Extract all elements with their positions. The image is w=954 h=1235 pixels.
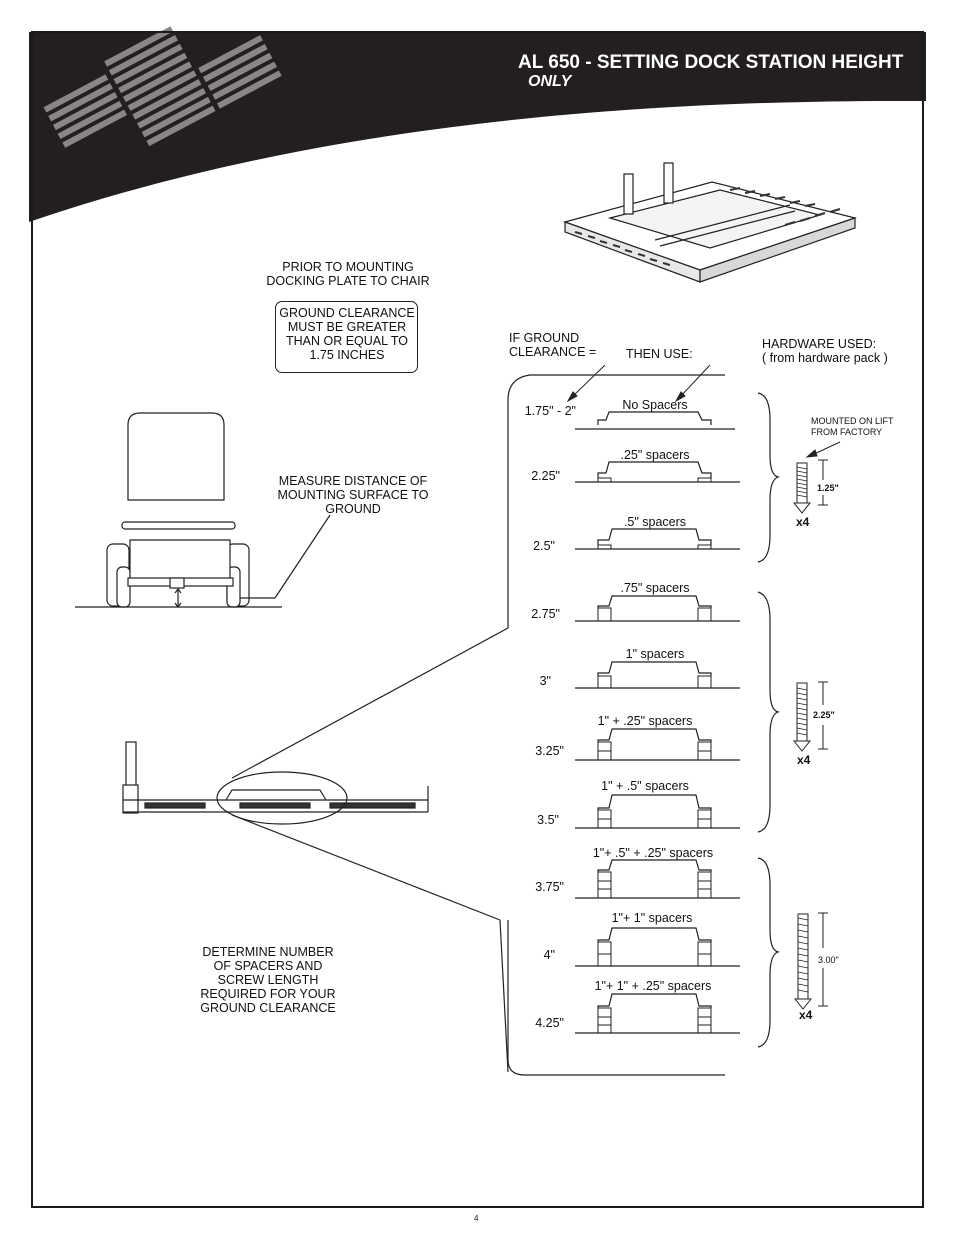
determine-line: GROUND CLEARANCE: [200, 1001, 336, 1015]
hardware-line: HARDWARE USED:: [762, 337, 877, 351]
row-height: 3.5": [537, 813, 559, 827]
prior-note: [265, 260, 431, 288]
screw-qty: x4: [796, 515, 810, 529]
row-height: 4.25": [535, 1016, 564, 1030]
measure-note: [270, 474, 436, 516]
clearance-text: [276, 306, 418, 362]
hardware-header: [762, 337, 888, 365]
page-frame: [31, 31, 924, 1208]
factory-note: [811, 416, 894, 438]
row-height: 2.25": [531, 469, 560, 483]
measure-line: GROUND: [325, 502, 381, 516]
clearance-line: 1.75 INCHES: [309, 348, 385, 362]
if-clearance-header: [509, 331, 596, 359]
row-spacers: 1"+ 1" + .25" spacers: [594, 979, 712, 993]
then-use-header: THEN USE:: [626, 347, 693, 361]
if-clearance-line: CLEARANCE =: [509, 345, 597, 359]
row-spacers: .25" spacers: [620, 448, 690, 462]
clearance-line: GROUND CLEARANCE: [279, 306, 415, 320]
prior-note-line: DOCKING PLATE TO CHAIR: [266, 274, 430, 288]
screw-qty: x4: [799, 1008, 813, 1022]
row-height: 4": [543, 948, 555, 962]
row-height: 3": [539, 674, 551, 688]
row-spacers: 1" spacers: [625, 647, 685, 661]
factory-line: FROM FACTORY: [811, 427, 883, 437]
determine-line: REQUIRED FOR YOUR: [200, 987, 336, 1001]
determine-line: OF SPACERS AND: [213, 959, 323, 973]
screw-length: 1.25": [817, 483, 839, 493]
hardware-line: ( from hardware pack ): [762, 351, 888, 365]
measure-line: MOUNTING SURFACE TO: [277, 488, 429, 502]
page-number: 4: [474, 1214, 479, 1223]
row-spacers: .5" spacers: [623, 515, 687, 529]
prior-note-line: PRIOR TO MOUNTING: [282, 260, 414, 274]
measure-line: MEASURE DISTANCE OF: [278, 474, 428, 488]
page-subtitle: ONLY: [528, 73, 572, 90]
screw-length: 2.25": [813, 710, 835, 720]
determine-line: SCREW LENGTH: [217, 973, 319, 987]
row-spacers: 1"+ 1" spacers: [611, 911, 693, 925]
row-spacers: 1"+ .5" + .25" spacers: [592, 846, 714, 860]
clearance-line: THAN OR EQUAL TO: [285, 334, 408, 348]
screw-qty: x4: [797, 753, 811, 767]
factory-line: MOUNTED ON LIFT: [811, 416, 894, 426]
row-height: 2.75": [531, 607, 560, 621]
if-clearance-line: IF GROUND: [509, 331, 580, 345]
row-height: 1.75" - 2": [524, 404, 576, 418]
screw-length: 3.00": [818, 955, 839, 965]
page-title: AL 650 - SETTING DOCK STATION HEIGHT: [518, 52, 904, 73]
determine-note: [190, 945, 346, 1015]
row-spacers: 1" + .25" spacers: [597, 714, 693, 728]
row-spacers: .75" spacers: [620, 581, 690, 595]
row-spacers: No Spacers: [622, 398, 688, 412]
row-height: 3.75": [535, 880, 564, 894]
row-height: 2.5": [533, 539, 555, 553]
row-spacers: 1" + .5" spacers: [601, 779, 689, 793]
determine-line: DETERMINE NUMBER: [202, 945, 334, 959]
clearance-line: MUST BE GREATER: [287, 320, 407, 334]
row-height: 3.25": [535, 744, 564, 758]
